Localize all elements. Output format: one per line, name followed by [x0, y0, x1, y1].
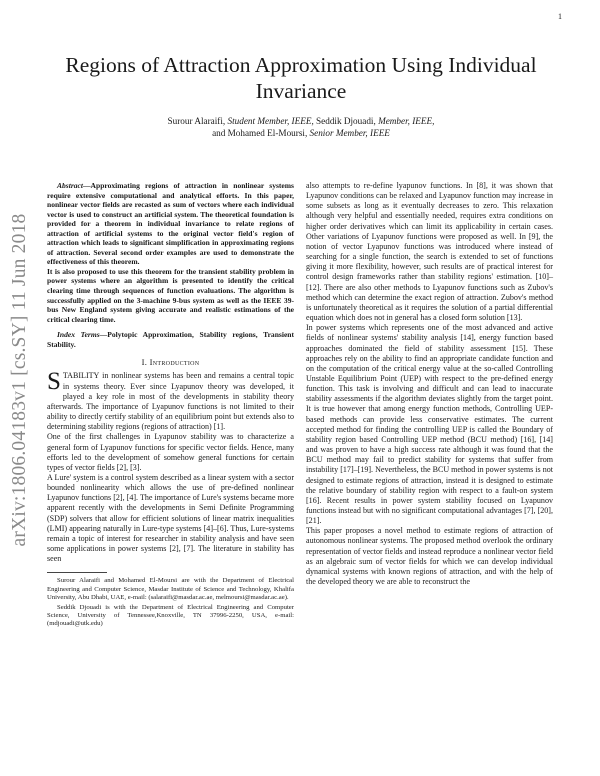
arxiv-identifier-text: arXiv:1806.04183v1 [cs.SY] 11 Jun 2018 [9, 213, 30, 547]
abstract-paragraph-2: It is also proposed to use this theorem for the transient stability problem in power systems where an algorithm is presented to identify the critical clearing time through sequences of function evaluations. The algorithm is successfully applied on the 3-machine 9-bus system as well as the IEEE 39-bus New England system giving accurate and realistic estimations of the critical clearing time. [47, 266, 294, 324]
intro-paragraph-2: One of the first challenges in Lyapunov stability was to characterize a general form of Lyapunov functions for specific vector fields. Hence, many efforts led to the development of somehow general functions for certain types of vector fields [2], [3]. [47, 432, 294, 472]
intro-first-word: TABILITY [62, 371, 100, 381]
footnote-rule [47, 572, 107, 573]
section-heading-introduction: I. Introduction [141, 357, 200, 368]
author-1-name: Surour Alaraifi, [167, 116, 226, 126]
abstract-label: Abstract [57, 181, 83, 190]
author-block [60, 115, 542, 139]
author-2-role: Member, IEEE, [378, 116, 435, 126]
index-terms-text: —Polytopic Approximation, Stability regions, Transient Stability. [47, 330, 295, 349]
footnote-affiliation-1: Surour Alaraifi and Mohamed El-Moursi are with the Department of Electrical Engineering and Computer Science, Masdar Institute of Science and Technology, Khalifa University, Abu Dhabi, UAE, e-mail: (salaraifi@masdar.ac.ae, melmoursi@masdar.ac.ae). [47, 577, 294, 601]
intro-paragraph-1 [47, 368, 294, 432]
arxiv-identifier-stamp [8, 150, 32, 610]
intro-paragraph-1-text: in nonlinear systems has been and remains a central topic in systems theory. Ever since Lyapunov theory was developed, it played a key role in most of the developments in stability theory afterwards. The importance of Lyapunov functions is not limited to their ability to directly certify stability of an equilibrium point but extends also to determining stability regions (regions of attraction) [1]. [47, 371, 294, 432]
page-number: 1 [558, 12, 562, 21]
right-column [306, 181, 553, 587]
drop-cap: S [47, 368, 61, 396]
body-paragraph-3: This paper proposes a novel method to estimate regions of attraction of autonomous nonlinear systems. The proposed method overlook the ordinary representation of vector fields and instead reproduce a nonlinear vector field as an algebraic sum of vector fields for which we can develop individual dynamical systems with known regions of attraction, and with the help of the developed theory we are able to reconstruct the [306, 526, 553, 587]
index-terms-label: Index Terms [57, 330, 100, 340]
author-3-role: Senior Member, IEEE [309, 128, 390, 138]
index-terms [47, 330, 294, 349]
paper-title: Regions of Attraction Approximation Using Individual Invariance [65, 53, 537, 103]
author-2-name: Seddik Djouadi, [316, 116, 376, 126]
footnote-affiliation-2: Seddik Djouadi is with the Department of Electrical Engineering and Computer Science, University of Tennessee,Knoxville, TN 37996-2250, USA, e-mail: (mdjouadi@utk.edu) [47, 603, 294, 627]
intro-paragraph-3: A Lure' system is a control system described as a linear system with a sector bounded nonlinearity which allows the use of pre-defined nonlinear Lyapunov functions [2], [4]. The importance of Lure's systems became more apparent recently with the developments in Semi Definite Programming (SDP) solvers that allow for efficient solutions of linear matrix inequalities (LMI) appearing naturally in Lure-type systems [4]–[6]. Thus, Lure-systems remain a topic of interest for researcher in stability analysis and have seen some applications in power systems [2], [7]. The literature in stability has seen [47, 473, 294, 564]
author-1-role: Student Member, IEEE, [227, 116, 314, 126]
body-paragraph-2: In power systems which represents one of the most advanced and active fields of nonlinear systems' stability analysis [14], energy function based approaches dominated the field of stability assessment [15]. These approaches rely on the ability to find an appropriate candidate function and on the computation of the critical energy value at the so-called Controlling Unstable Equilibrium Point (UEP) with respect to the pre-defined energy function. This task is involving and difficult and can lead to inaccurate stability assessments if the algorithm deviates slightly from the target point. It is true however that among energy function methods, Controlling UEP-based methods can provide less conservative estimates. The current accepted method for finding the controlling UEP is called the Boundary of stability region based Controlling UEP method (BCU method) [16], [14] and was proven to have a high success rate although it was found that the BCU method may fail to predict stability for systems that suffer from instability [17]–[19]. Nevertheless, the BCU method in power systems is not designed to estimate regions of attraction, instead it is designed to estimate the relative boundary of stability region with respect to a fault-on system [16]. Recent results in power system stability focused on Lyapunov functions instead but with no significant computational advantages [7], [20], [21]. [306, 323, 553, 526]
left-column [47, 181, 294, 628]
body-paragraph-1: also attempts to re-define lyapunov functions. In [8], it was shown that Lyapunov conditions can be relaxed and Lyapunov function may increase in some subsets as long as it eventually decreases to zero. This relaxation although very helpful and essentially needed, requires extra conditions on higher order derivatives which can limit its applicability in certain cases. Other variations of Lyapunov functions were proposed as well. In [9], the notion of vector Lyapunov functions was introduced where instead of searching for a single function, the search is extended to set of functions giving it more flexibility, however, such results are of practical interest for control design frameworks rather than stability regions' estimation. [10]–[12]. There are also other methods to Lyapunov functions such as Zubov's method which can determine the exact region of attraction. Zubov's method is unfortunately theoretical as it requires the solution of a partial differential equation which does not in general has a closed form solution [13]. [306, 181, 553, 323]
abstract-text: —Approximating regions of attraction in nonlinear systems require extensive computational and analytical efforts. In this paper, nonlinear vector fields are recasted as sum of vectors where each individual vector is used to construct an artificial system. The theoretical foundation is provided for a theorem in individual invariance to relate regions of attraction of artificial systems to the original vector field's region of attraction which leads to significant simplification in approximating regions of attraction. Several second order examples are used to demonstrate the effectiveness of this theorem. [47, 181, 294, 267]
abstract-paragraph [47, 181, 294, 267]
author-3-name: and Mohamed El-Moursi, [212, 128, 308, 138]
